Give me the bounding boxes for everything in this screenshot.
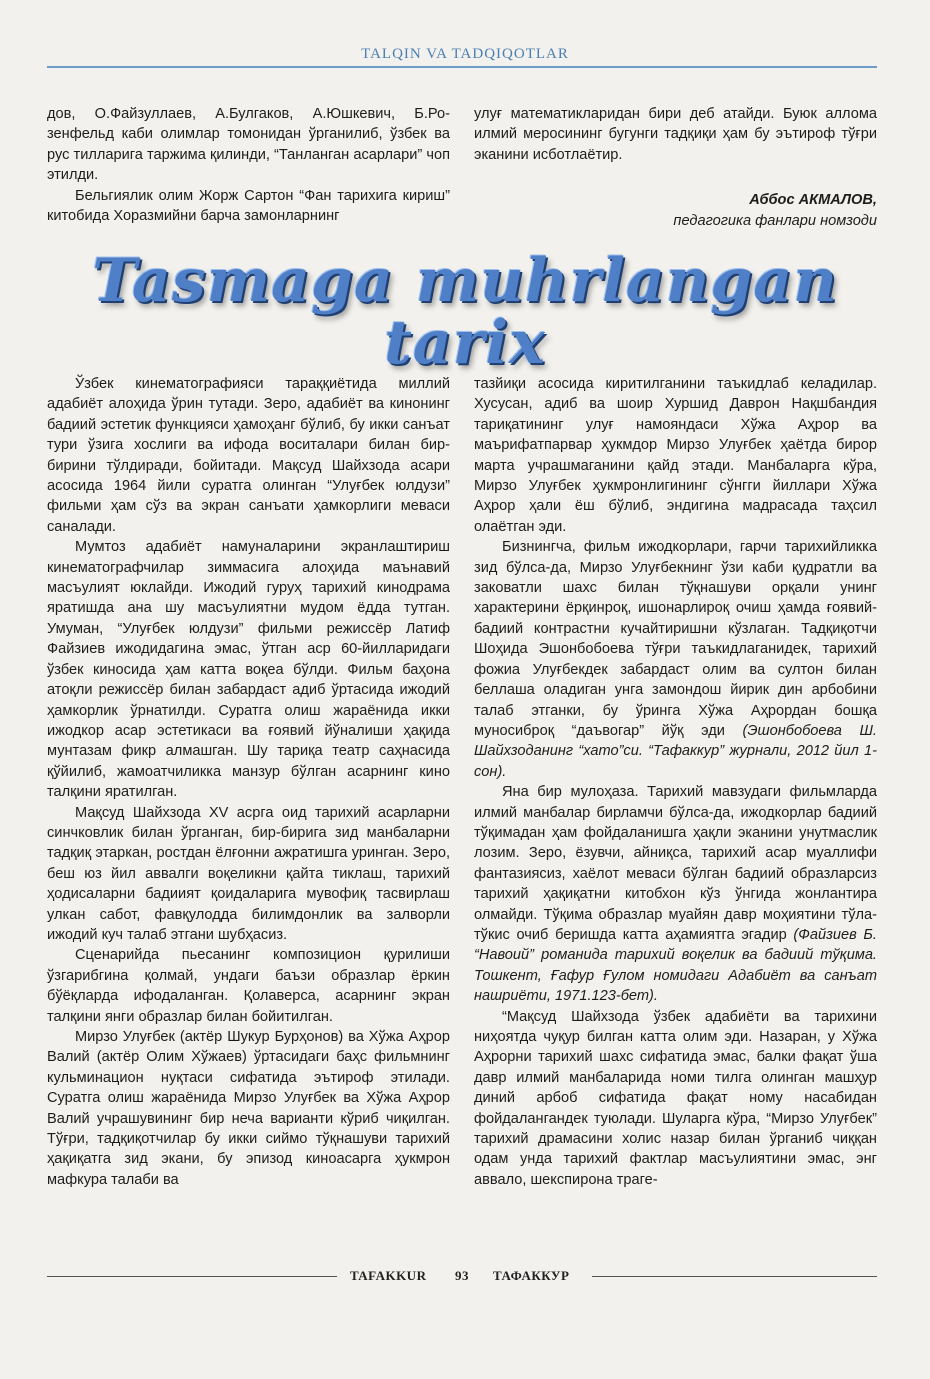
body-right-column: [474, 374, 877, 1190]
article-title-line-1: Tasmaga muhrlangan: [92, 246, 838, 316]
paragraph: Мирзо Улуғбек (актёр Шукур Бурҳонов) ва Хўжа Аҳрор Валий (актёр Олим Хўжаев) ўртасидаги баҳс фильмнинг кульминацион нуқтаси сифатида эътироф этилади. Суратга олиш жараёнида Мирзо Улуғбек ва Хўжа Аҳрор Валий учрашувининг бир неча варианти кўриб чиқилган. Тўғри, тадқиқотчилар бу икки сиймо тўқнашуви тарихий ҳақиқатга зид экани, бу эпизод киноасарга ҳукмрон мафкура талаби ва: [47, 1029, 450, 1188]
paragraph: дов, О.Файзуллаев, А.Булгаков, А.Юшкевич, Б.Розенфельд каби олимлар томонидан ўрганилиб, ўзбек ва рус тилларига таржима қилинди, “Танланган асарлари” чоп этилди.: [47, 106, 450, 184]
article-title-line-2: tarix: [384, 308, 546, 378]
paragraph: Ўзбек кинематографияси тараққиётида миллий адабиёт алоҳида ўрин тутади. Зеро, адабиёт ва кинонинг бадиий эстетик функцияси ҳамоҳанг бўлиб, бу икки санъат тури ўзига хослиги ва ифода воситалари билан бир-бирини тўлдиради, бойитади. Мақсуд Шайхзода асари асосида 1964 йили суратга олинган “Улуғбек юлдузи” фильми ҳам сўз ва экран санъати ҳамкорлиги меваси саналади.: [47, 376, 450, 535]
header-rule: [47, 66, 877, 68]
footer-rule-right: [592, 1276, 877, 1277]
paragraph: Мумтоз адабиёт намуналарини экранлаштириш кинематографчилар зиммасига алоҳида маънавий масъулият юклайди. Ижодий гуруҳ тарихий кинодрама яратишда ана шу масъулиятни мудом ёдда тутган. Умуман, “Улуғбек юлдузи” фильми режиссёр Латиф Файзиев ижодидагина эмас, ўтган аср 60-йилларидаги ўзбек киносида ҳам катта воқеа бўлди. Фильм баҳона атоқли режиссёр билан забардаст адиб ўртасида ижодий ҳамкорлик ўрнатилди. Суратга олиш жараёнида икки ижодкор асар эстетикаси ва ғоявий йўналиши ҳақида мунтазам фикр алмашган. Шу тариқа театр саҳнасида қўйилиб, жамоатчиликка манзур бўлган асарнинг кино талқини яратилган.: [47, 539, 450, 801]
footer-rule-left: [47, 1276, 337, 1277]
top-left-column: [47, 104, 450, 226]
author-name: Аббос АКМАЛОВ,: [749, 192, 877, 208]
top-right-column: [474, 104, 877, 165]
paragraph: Сценарийда пьесанинг композицион қурилиши ўзгарибгина қолмай, ундаги баъзи образлар ёркин бўёқларда ифодаланган. Қолаверса, асарнинг экран талқини янги образлар билан бойитилган.: [47, 947, 450, 1025]
paragraph: Мақсуд Шайхзода XV асрга оид тарихий асарларни синчковлик билан ўрганган, бир-бирига зид манбаларни тадқиқ этаркан, ростдан ёлғонни ажратишга уринган. Зеро, беш юз йил аввалги воқеликни қайта тиклаш, тарихий ҳодисаларни бадиият қоидаларига мувофиқ тасвирлаш улкан сабот, фавқулодда билимдонлик ва залворли ижодий куч талаб этгани шубҳасиз.: [47, 804, 450, 943]
citation: (Файзиев Б. “Навоий” романида тарихий воқелик ва бадиий тўқима. Тошкент, Ғафур Ғулом номидаги Адабиёт ва санъат нашриёти, 1971.123-бет).: [474, 926, 877, 1005]
paragraph: [474, 782, 877, 1006]
paragraph: Бельгиялик олим Жорж Сартон “Фан тарихига кириш” китобида Хоразмийни барча замонларнинг: [47, 187, 450, 225]
paragraph-text: Бизнингча, фильм ижодкорлари, гарчи тарихийликка зид бўлса-да, Мирзо Улуғбекнинг ўзи каби қудратли ва заковатли шахс билан тўқнашуви орқали унинг характерини ёрқинроқ, ишонарлироқ очиш ҳамда ғоявий-бадиий контрастни кучайтиришни кўзлаган. Тадқиқотчи Шоҳида Эшонбобоева тўғри таъкидлаганидек, тарихий фожиа Улуғбекдек забардаст олим ва султон билан беллаша оладиган унга замондош йирик дин арбобини талаб этганки, бу ўринга Хўжа Аҳрордан бошқа муносиброқ “даъвогар” йўқ эди: [474, 539, 877, 739]
paragraph-text: Яна бир мулоҳаза. Тарихий мавзудаги фильмларда илмий манбалар бирламчи бўлса-да, ижодкорлар бадиий тўқимадан ҳам фойдаланишга ҳақли эканини унутмаслик лозим. Зеро, ёзувчи, айниқса, тарихий асар муаллифи фантазиясиз, хаёлот меваси бўлган бадиий образларсиз тарихий ҳақиқатни китобхон кўз ўнгида жонлантира олмайди. Тўқима образлар муайян давр моҳиятини тўла-тўкис очиб беришда катта аҳамиятга эгадир: [474, 784, 877, 943]
footer-magazine-latin: TAFAKKUR: [350, 1268, 427, 1283]
page-number: 93: [455, 1268, 469, 1283]
citation: (Эшонбобоева Ш. Шайхзоданинг “хато”си. “Тафаккур” журнали, 2012 йил 1-сон).: [474, 722, 877, 780]
footer-magazine-cyrillic: ТАФАККУР: [493, 1268, 570, 1283]
body-left-column: [47, 374, 450, 1190]
running-head: TALQIN VA TADQIQOTLAR: [361, 46, 569, 62]
paragraph: “Мақсуд Шайхзода ўзбек адабиёти ва тарихини ниҳоятда чуқур билган катта олим эди. Назаран, у Хўжа Аҳрорни тарихий шахс сифатида эмас, балки фақат ўша давр илмий манбаларида номи тилга олинган машҳур диний арбоб сифатида фақат ному насабидан фойдалангандек туюлади. Шуларга кўра, “Мирзо Улуғбек” тарихий драмасини холис назар билан ўрганиб чиққан одам унда тарихий фактлар масъулиятини эмас, энг аввало, шекспирона траге-: [474, 1008, 877, 1188]
paragraph: улуғ математикларидан бири деб атайди. Буюк аллома илмий меросининг бугунги тадқиқи ҳам бу эътироф тўғри эканини исботлаётир.: [474, 106, 877, 163]
paragraph: тазйиқи асосида киритилганини таъкидлаб келадилар. Хусусан, адиб ва шоир Хуршид Даврон Нақшбандия тариқатининг улуғ намояндаси Хўжа Аҳрор ва маърифатпарвар ҳукмдор Мирзо Улуғбек ҳаётда бирор марта учрашмаганини қайд этади. Манбаларга кўра, Мирзо Улуғбек ҳукмронлигининг сўнгги йиллари Хўжа Аҳрор ҳали ёш бўлиб, эндигина мадрасада таҳсил олаётган эди.: [474, 376, 877, 535]
paragraph: [474, 537, 877, 782]
author-title: педагогика фанлари номзоди: [673, 213, 877, 229]
